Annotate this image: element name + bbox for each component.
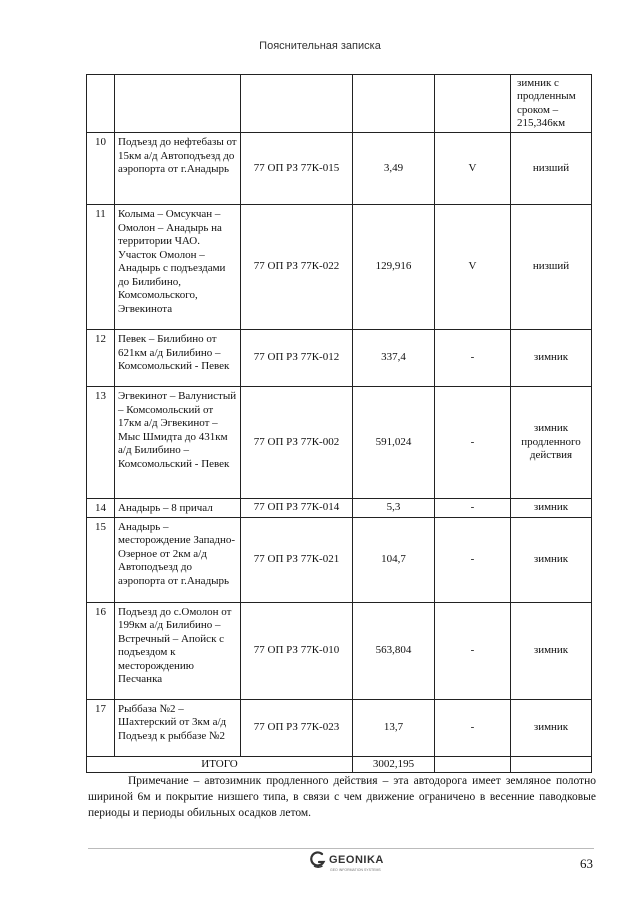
road-name: Подъезд до с.Омолон от 199км а/д Билибино – Встречный – Апойск с подъездом к месторождению Песчанка — [115, 602, 241, 699]
surface-type: зимник с продленным сроком – 215,346км — [511, 75, 592, 133]
road-name: Эгвекинот – Валунистый – Комсомольский от 17км а/д Эгвекинот – Мыс Шмидта до 431км а/д Билибино – Комсомольский - Певек — [115, 387, 241, 499]
table-row — [87, 75, 592, 133]
road-code — [241, 75, 353, 133]
row-number: 14 — [87, 499, 115, 518]
logo-text: GEONIKA — [329, 854, 384, 866]
road-code: 77 ОП РЗ 77К-010 — [241, 602, 353, 699]
row-number: 15 — [87, 517, 115, 602]
total-row — [87, 756, 592, 773]
road-name: Подъезд до нефтебазы от 15км а/д Автоподъезд до аэропорта от г.Анадырь — [115, 133, 241, 205]
road-length: 3,49 — [353, 133, 435, 205]
page-number: 63 — [580, 856, 593, 871]
table-row — [87, 699, 592, 756]
road-length: 5,3 — [353, 499, 435, 518]
row-number: 10 — [87, 133, 115, 205]
road-length: 13,7 — [353, 699, 435, 756]
total-label: ИТОГО — [87, 756, 353, 773]
road-category: - — [435, 699, 511, 756]
surface-type: зимник — [511, 330, 592, 387]
table-row — [87, 602, 592, 699]
road-length: 563,804 — [353, 602, 435, 699]
road-code: 77 ОП РЗ 77К-015 — [241, 133, 353, 205]
total-empty-cell — [435, 756, 511, 773]
geonika-logo-icon — [310, 851, 326, 869]
road-code: 77 ОП РЗ 77К-002 — [241, 387, 353, 499]
road-length: 591,024 — [353, 387, 435, 499]
row-number: 12 — [87, 330, 115, 387]
row-number: 17 — [87, 699, 115, 756]
road-name: Анадырь – месторождение Западно-Озерное от 2км а/д Автоподъезд до аэропорта от г.Анадырь — [115, 517, 241, 602]
road-category: - — [435, 602, 511, 699]
road-name: Колыма – Омсукчан – Омолон – Анадырь на территории ЧАО. Участок Омолон – Анадырь с подъездами до Билибино, Комсомольского, Эгвекинота — [115, 205, 241, 330]
page-header — [0, 40, 640, 52]
footer-divider — [88, 848, 594, 849]
road-name: Певек – Билибино от 621км а/д Билибино – Комсомольский - Певек — [115, 330, 241, 387]
note-text: Примечание – автозимник продленного действия – эта автодорога имеет земляное полотно шириной 6м и покрытие низшего типа, в связи с чем движение ограничено в весенние паводковые периоды и периоды обильных осадков летом. — [88, 775, 596, 819]
table-row — [87, 387, 592, 499]
road-category: - — [435, 330, 511, 387]
row-number: 13 — [87, 387, 115, 499]
road-code: 77 ОП РЗ 77К-012 — [241, 330, 353, 387]
road-code: 77 ОП РЗ 77К-023 — [241, 699, 353, 756]
surface-type: зимник — [511, 602, 592, 699]
road-name — [115, 75, 241, 133]
roads-table — [86, 74, 592, 773]
logo-subtitle: GEO INFORMATION SYSTEMS — [330, 868, 381, 872]
road-category — [435, 75, 511, 133]
row-number — [87, 75, 115, 133]
road-name: Анадырь – 8 причал — [115, 499, 241, 518]
road-category: V — [435, 133, 511, 205]
road-length: 104,7 — [353, 517, 435, 602]
header-title: Пояснительная записка — [259, 40, 381, 52]
table-row — [87, 499, 592, 518]
road-code: 77 ОП РЗ 77К-022 — [241, 205, 353, 330]
surface-type: низший — [511, 133, 592, 205]
table-row — [87, 330, 592, 387]
table-row — [87, 133, 592, 205]
total-empty-cell — [511, 756, 592, 773]
road-category: - — [435, 387, 511, 499]
surface-type: низший — [511, 205, 592, 330]
road-length — [353, 75, 435, 133]
surface-type: зимник — [511, 499, 592, 518]
road-code: 77 ОП РЗ 77К-021 — [241, 517, 353, 602]
table-row — [87, 205, 592, 330]
road-name: Рыббаза №2 – Шахтерский от 3км а/д Подъезд к рыббазе №2 — [115, 699, 241, 756]
surface-type: зимник — [511, 517, 592, 602]
road-category: - — [435, 517, 511, 602]
road-category: V — [435, 205, 511, 330]
surface-type: зимник — [511, 699, 592, 756]
road-code: 77 ОП РЗ 77К-014 — [241, 499, 353, 518]
road-length: 337,4 — [353, 330, 435, 387]
road-length: 129,916 — [353, 205, 435, 330]
row-number: 11 — [87, 205, 115, 330]
note-paragraph — [88, 773, 596, 821]
company-logo — [310, 851, 384, 869]
total-value: 3002,195 — [353, 756, 435, 773]
row-number: 16 — [87, 602, 115, 699]
road-category: - — [435, 499, 511, 518]
table-row — [87, 517, 592, 602]
surface-type: зимник продленного действия — [511, 387, 592, 499]
